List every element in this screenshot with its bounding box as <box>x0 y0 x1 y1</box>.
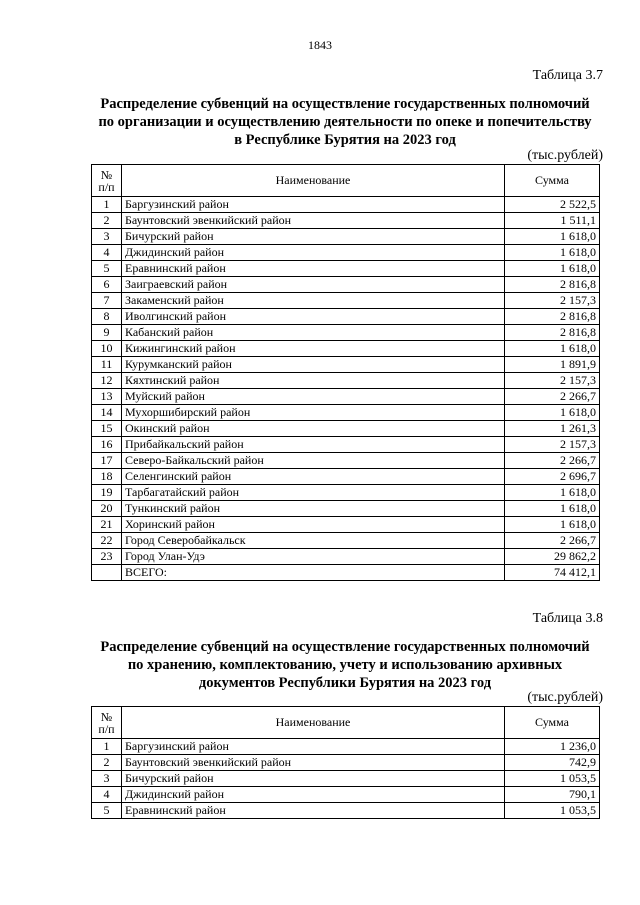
table-row <box>92 803 600 819</box>
table-3-7-body <box>92 197 600 581</box>
row-name: Бичурский район <box>122 229 505 245</box>
row-sum: 1 618,0 <box>505 485 600 501</box>
row-sum: 74 412,1 <box>505 565 600 581</box>
row-name: Мухоршибирский район <box>122 405 505 421</box>
row-name: Баргузинский район <box>122 739 505 755</box>
row-number: 14 <box>92 405 122 421</box>
row-name: Тарбагатайский район <box>122 485 505 501</box>
column-header-name: Наименование <box>122 165 505 197</box>
title-line: Распределение субвенций на осуществление государственных полномочий <box>100 639 590 655</box>
row-number: 12 <box>92 373 122 389</box>
row-name: Тункинский район <box>122 501 505 517</box>
row-name: Закаменский район <box>122 293 505 309</box>
row-name: Заиграевский район <box>122 277 505 293</box>
row-sum: 1 618,0 <box>505 501 600 517</box>
row-number: 3 <box>92 229 122 245</box>
row-name: Кижингинский район <box>122 341 505 357</box>
row-number: 4 <box>92 787 122 803</box>
row-sum: 2 696,7 <box>505 469 600 485</box>
row-sum: 790,1 <box>505 787 600 803</box>
row-number: 15 <box>92 421 122 437</box>
table-row <box>92 771 600 787</box>
table-row <box>92 485 600 501</box>
row-name: Баунтовский эвенкийский район <box>122 755 505 771</box>
row-number: 8 <box>92 309 122 325</box>
table-row <box>92 533 600 549</box>
row-number <box>92 565 122 581</box>
table-row <box>92 277 600 293</box>
table-row <box>92 197 600 213</box>
header-num-line: № <box>100 167 113 182</box>
title-line: Распределение субвенций на осуществление государственных полномочий <box>100 96 590 112</box>
table-row <box>92 389 600 405</box>
row-name: Селенгинский район <box>122 469 505 485</box>
row-sum: 1 891,9 <box>505 357 600 373</box>
row-name: Баунтовский эвенкийский район <box>122 213 505 229</box>
title-line: по хранению, комплектованию, учету и использованию архивных <box>127 657 563 673</box>
table-row <box>92 357 600 373</box>
row-number: 22 <box>92 533 122 549</box>
row-number: 20 <box>92 501 122 517</box>
row-sum: 1 618,0 <box>505 261 600 277</box>
table-row <box>92 293 600 309</box>
table-3-7-label: Таблица 3.7 <box>532 68 603 83</box>
column-header-sum: Сумма <box>505 707 600 739</box>
row-name: Город Улан-Удэ <box>122 549 505 565</box>
row-number: 7 <box>92 293 122 309</box>
row-name: Баргузинский район <box>122 197 505 213</box>
row-sum: 1 261,3 <box>505 421 600 437</box>
table-row <box>92 245 600 261</box>
column-header-sum: Сумма <box>505 165 600 197</box>
row-name: Курумканский район <box>122 357 505 373</box>
row-name: Окинский район <box>122 421 505 437</box>
header-num-line: № <box>100 709 113 724</box>
row-sum: 1 236,0 <box>505 739 600 755</box>
row-name: Кабанский район <box>122 325 505 341</box>
column-header-number <box>92 165 122 197</box>
row-sum: 1 511,1 <box>505 213 600 229</box>
row-sum: 1 618,0 <box>505 245 600 261</box>
row-sum: 2 157,3 <box>505 373 600 389</box>
page-number: 1843 <box>308 38 332 52</box>
table-3-7-title <box>60 95 630 149</box>
row-sum: 2 522,5 <box>505 197 600 213</box>
row-sum: 2 816,8 <box>505 325 600 341</box>
header-num-line: п/п <box>98 721 115 736</box>
row-number: 1 <box>92 739 122 755</box>
row-number: 2 <box>92 755 122 771</box>
table-row <box>92 787 600 803</box>
table-3-8-label: Таблица 3.8 <box>532 611 603 626</box>
row-number: 4 <box>92 245 122 261</box>
table-3-7 <box>91 164 600 581</box>
row-sum: 1 618,0 <box>505 341 600 357</box>
header-num-line: п/п <box>98 179 115 194</box>
row-sum: 742,9 <box>505 755 600 771</box>
row-sum: 2 157,3 <box>505 293 600 309</box>
table-row <box>92 229 600 245</box>
table-row <box>92 421 600 437</box>
table-row <box>92 739 600 755</box>
row-name: Кяхтинский район <box>122 373 505 389</box>
table-3-8 <box>91 706 600 819</box>
row-number: 3 <box>92 771 122 787</box>
table-row <box>92 261 600 277</box>
row-number: 19 <box>92 485 122 501</box>
table-row <box>92 373 600 389</box>
row-number: 10 <box>92 341 122 357</box>
row-sum: 2 266,7 <box>505 389 600 405</box>
table-header-row <box>92 707 600 739</box>
row-number: 6 <box>92 277 122 293</box>
row-name: ВСЕГО: <box>122 565 505 581</box>
row-number: 11 <box>92 357 122 373</box>
table-row <box>92 501 600 517</box>
row-name: Город Северобайкальск <box>122 533 505 549</box>
table-row <box>92 309 600 325</box>
row-sum: 2 816,8 <box>505 277 600 293</box>
title-line: по организации и осуществлению деятельности по опеке и попечительству <box>98 114 592 130</box>
table-3-7-unit: (тыс.рублей) <box>527 148 603 163</box>
row-name: Хоринский район <box>122 517 505 533</box>
column-header-number <box>92 707 122 739</box>
table-row <box>92 341 600 357</box>
table-row <box>92 437 600 453</box>
row-number: 13 <box>92 389 122 405</box>
column-header-name: Наименование <box>122 707 505 739</box>
table-row <box>92 549 600 565</box>
table-row <box>92 213 600 229</box>
table-row <box>92 517 600 533</box>
row-name: Северо-Байкальский район <box>122 453 505 469</box>
row-name: Муйский район <box>122 389 505 405</box>
row-sum: 1 618,0 <box>505 405 600 421</box>
row-sum: 2 266,7 <box>505 453 600 469</box>
table-row <box>92 405 600 421</box>
row-number: 2 <box>92 213 122 229</box>
row-sum: 2 266,7 <box>505 533 600 549</box>
row-sum: 1 618,0 <box>505 517 600 533</box>
row-name: Джидинский район <box>122 245 505 261</box>
row-number: 9 <box>92 325 122 341</box>
row-number: 5 <box>92 803 122 819</box>
table-3-8-unit: (тыс.рублей) <box>527 690 603 705</box>
table-3-8-title <box>60 638 630 692</box>
row-name: Джидинский район <box>122 787 505 803</box>
row-number: 18 <box>92 469 122 485</box>
table-row <box>92 469 600 485</box>
title-line: в Республике Бурятия на 2023 год <box>234 132 456 148</box>
row-sum: 1 618,0 <box>505 229 600 245</box>
row-name: Иволгинский район <box>122 309 505 325</box>
row-sum: 29 862,2 <box>505 549 600 565</box>
row-name: Прибайкальский район <box>122 437 505 453</box>
row-sum: 2 816,8 <box>505 309 600 325</box>
table-3-8-body <box>92 739 600 819</box>
row-number: 21 <box>92 517 122 533</box>
row-sum: 1 053,5 <box>505 803 600 819</box>
table-header-row <box>92 165 600 197</box>
row-number: 1 <box>92 197 122 213</box>
row-number: 17 <box>92 453 122 469</box>
row-number: 23 <box>92 549 122 565</box>
table-row <box>92 453 600 469</box>
row-name: Еравнинский район <box>122 803 505 819</box>
title-line: документов Республики Бурятия на 2023 год <box>198 675 492 691</box>
table-total-row <box>92 565 600 581</box>
row-number: 16 <box>92 437 122 453</box>
row-name: Бичурский район <box>122 771 505 787</box>
row-name: Еравнинский район <box>122 261 505 277</box>
row-number: 5 <box>92 261 122 277</box>
row-sum: 2 157,3 <box>505 437 600 453</box>
table-row <box>92 755 600 771</box>
row-sum: 1 053,5 <box>505 771 600 787</box>
table-row <box>92 325 600 341</box>
